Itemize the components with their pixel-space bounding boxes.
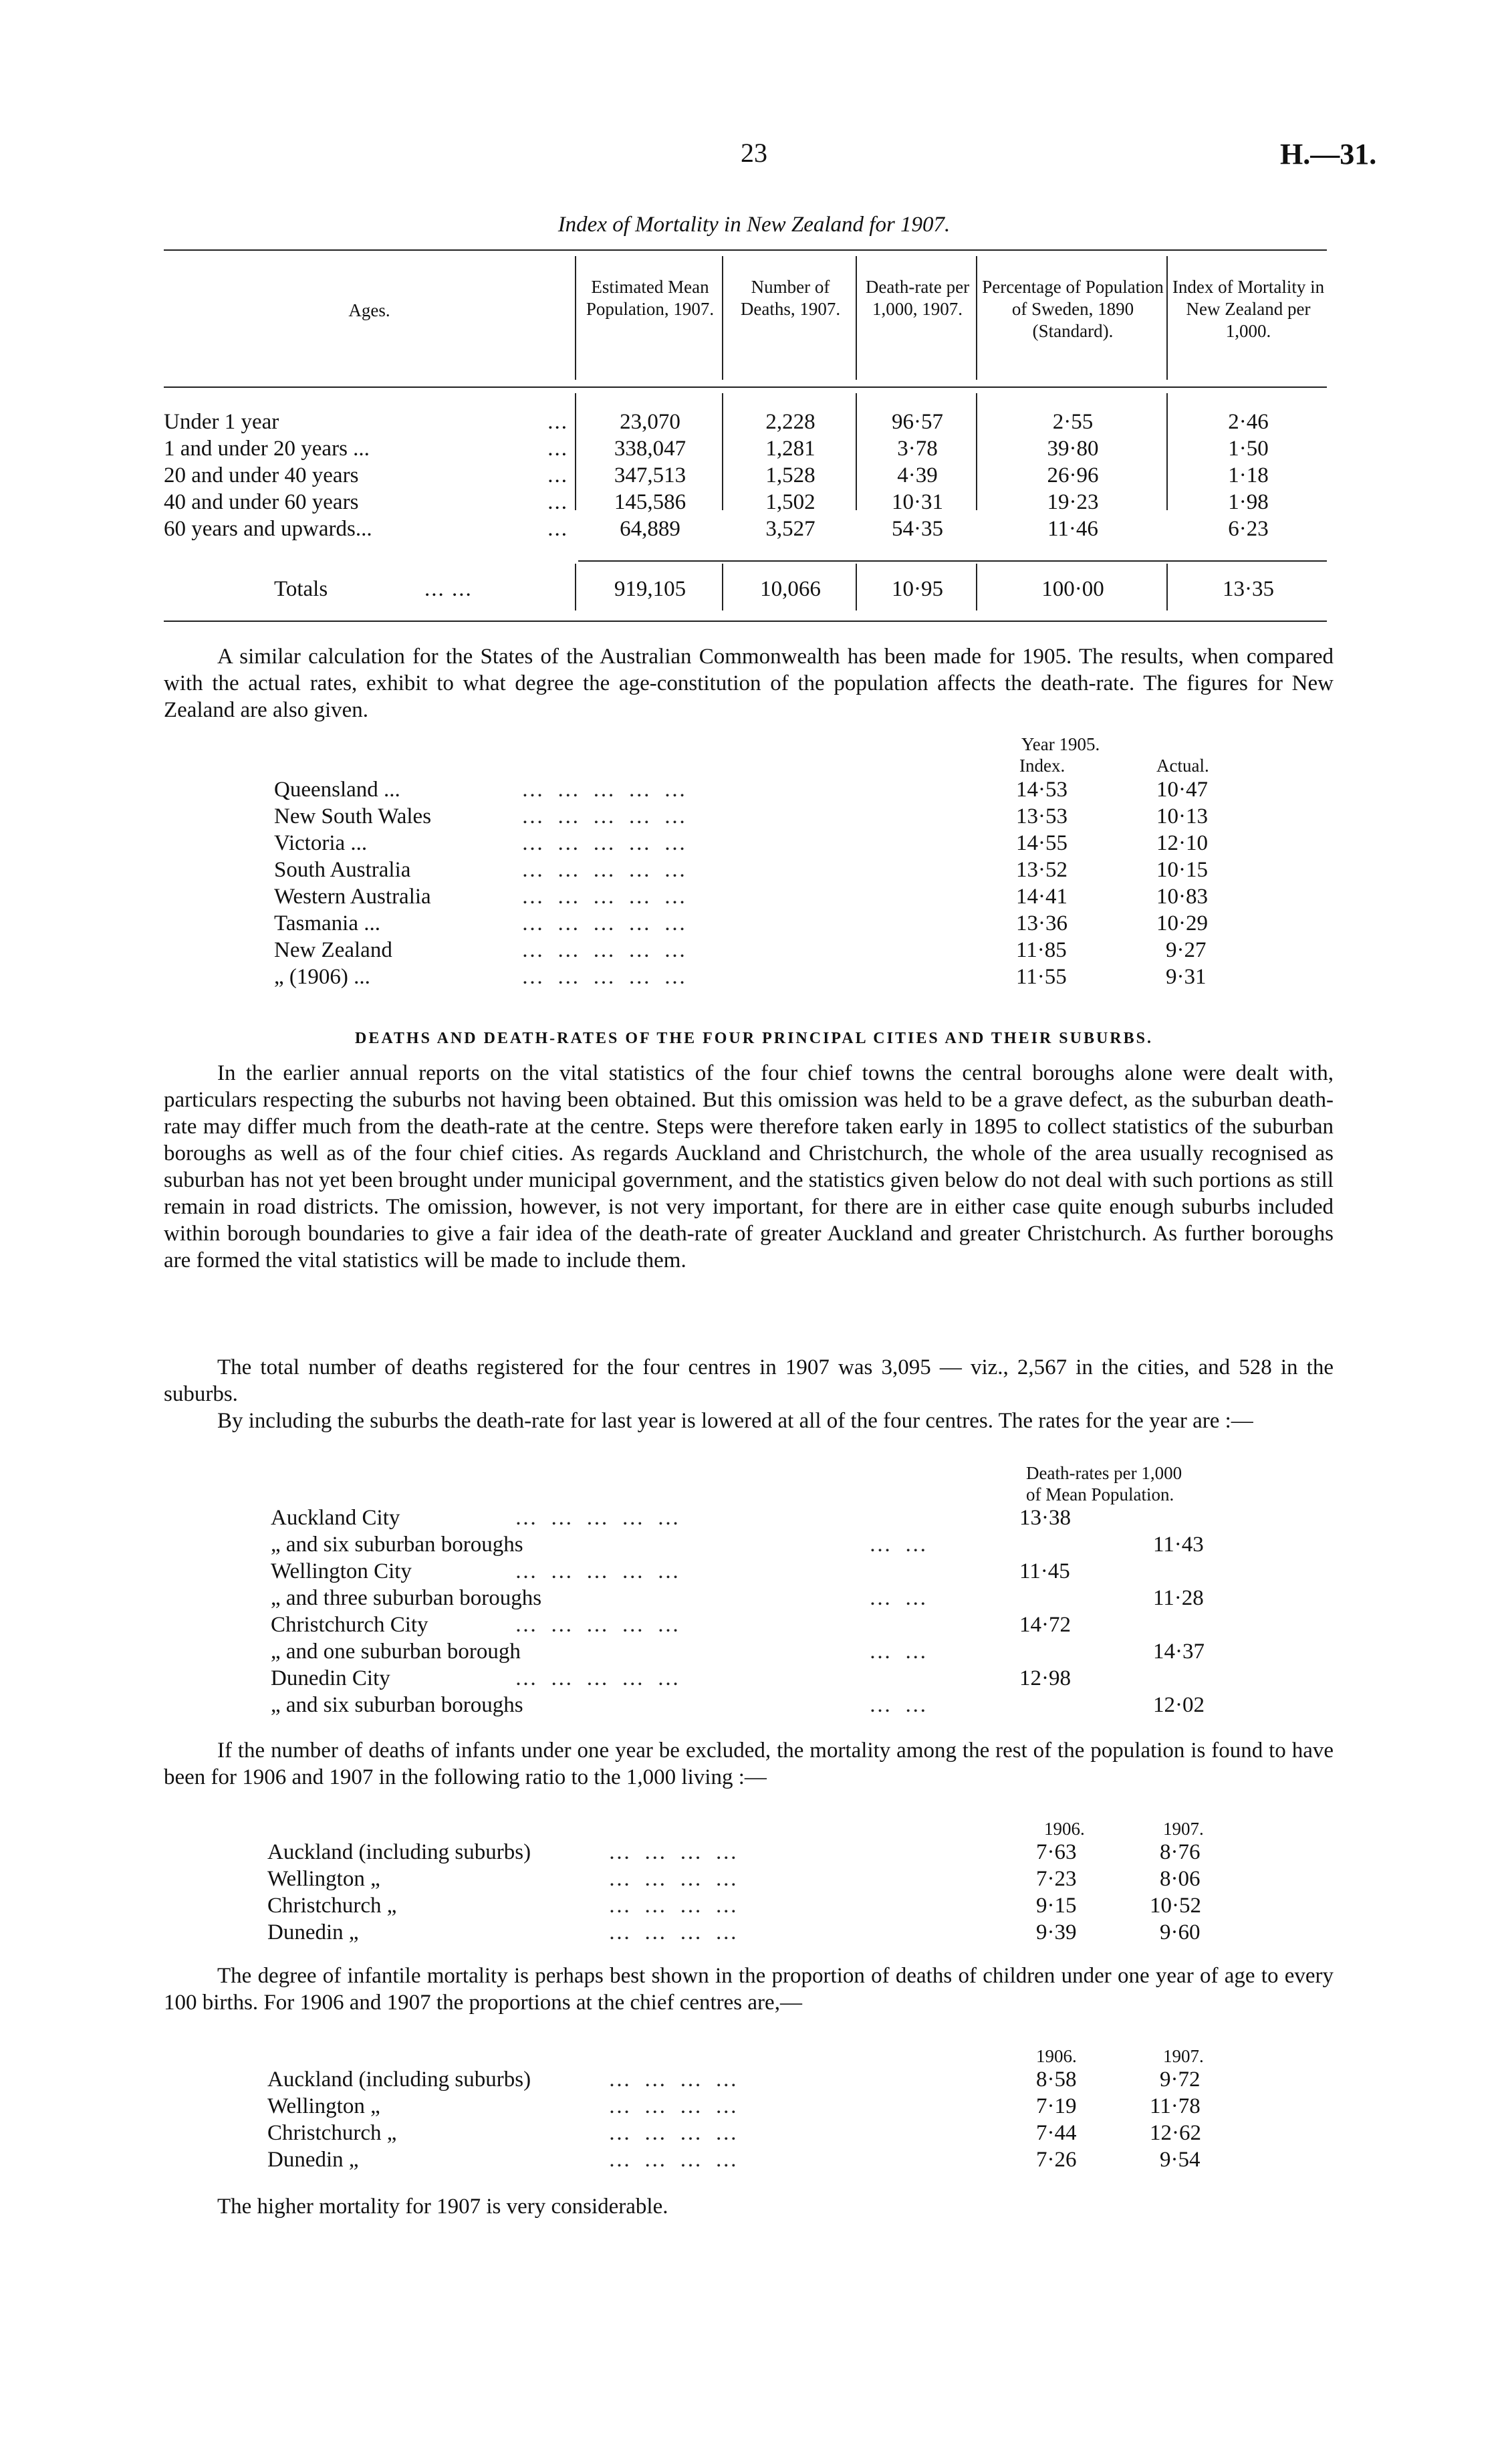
- rate-cell: 10·31: [892, 490, 943, 514]
- city-label: „ and six suburban boroughs: [271, 1533, 523, 1557]
- total-index: 13·35: [1223, 577, 1274, 601]
- city-rate: 13·38: [1019, 1506, 1071, 1530]
- leader-dots: ...: [547, 437, 568, 461]
- deaths-cell: 1,502: [765, 490, 815, 514]
- paragraph-australian-comparison: A similar calculation for the States of the Australian Commonwealth has been made for 1905. The results, when compared with the actual rates, exhibit to what degree the age-constitution of the population affects the death-rate. The figures for New Zealand are also given.: [164, 645, 1334, 722]
- pct-cell: 19·23: [1047, 490, 1099, 514]
- col-header-deaths: Number of Deaths, 1907.: [740, 277, 841, 319]
- city-with-suburbs-rate: 14·37: [1153, 1640, 1205, 1664]
- city-label: „ and three suburban boroughs: [271, 1586, 542, 1610]
- deaths-cell: 1,528: [765, 463, 815, 487]
- city-rate: 12·98: [1019, 1666, 1071, 1690]
- actual-value: 10·83: [1156, 885, 1208, 909]
- value-1907: 9·54: [1160, 2148, 1201, 2172]
- state-name: Victoria ...: [274, 831, 368, 855]
- totals-label: Totals: [274, 577, 328, 601]
- city-label: Dunedin City: [271, 1666, 390, 1690]
- value-1907: 9·60: [1160, 1920, 1201, 1944]
- population-cell: 338,047: [614, 437, 686, 461]
- table-row: [274, 858, 410, 885]
- population-cell: 64,889: [620, 517, 680, 541]
- table-row: [274, 885, 431, 911]
- cities-header-line2: of Mean Population.: [1026, 1484, 1174, 1504]
- centre-name: Dunedin „: [267, 1920, 359, 1944]
- value-1906: 7·44: [1036, 2121, 1077, 2145]
- index-cell: 2·46: [1228, 410, 1269, 434]
- index-value: 14·55: [1016, 831, 1067, 855]
- col-header-ages: Ages.: [348, 300, 390, 320]
- index-cell: 1·18: [1228, 463, 1269, 487]
- rate-cell: 96·57: [892, 410, 943, 434]
- paragraph-excluding-infants: If the number of deaths of infants under one year be excluded, the mortality among the rest of the population is found to have been for 1906 and 1907 in the following ratio to the 1,000 living :—: [164, 1739, 1334, 1789]
- population-cell: 145,586: [614, 490, 686, 514]
- city-label: Auckland City: [271, 1506, 400, 1530]
- paragraph-total-deaths: The total number of deaths registered for the four centres in 1907 was 3,095 — viz., 2,567 in the cities, and 528 in the suburbs.: [164, 1355, 1334, 1406]
- value-1906: 7·23: [1036, 1867, 1077, 1891]
- city-label: „ and six suburban boroughs: [271, 1693, 523, 1717]
- state-name: South Australia: [274, 858, 411, 882]
- leader-dots: ... ...: [424, 577, 473, 601]
- value-1906: 9·15: [1036, 1894, 1077, 1918]
- index-value: 11·85: [1016, 938, 1067, 962]
- actual-value: 12·10: [1156, 831, 1208, 855]
- table-row: [274, 804, 431, 831]
- table-row: [274, 965, 370, 992]
- city-with-suburbs-rate: 12·02: [1153, 1693, 1205, 1717]
- index-value: 11·55: [1016, 965, 1067, 989]
- state-name: Queensland ...: [274, 778, 400, 802]
- age-label: 1 and under 20 years ...: [164, 437, 370, 461]
- pct-cell: 39·80: [1047, 437, 1099, 461]
- col-header-population: Estimated Mean Population, 1907.: [586, 277, 715, 319]
- value-1906: 9·39: [1036, 1920, 1077, 1944]
- actual-value: 10·47: [1156, 778, 1208, 802]
- col-header-index: Index.: [1019, 756, 1065, 776]
- age-label: 60 years and upwards...: [164, 517, 372, 541]
- index-value: 13·53: [1016, 804, 1067, 828]
- deaths-cell: 2,228: [765, 410, 815, 434]
- age-label: 20 and under 40 years: [164, 463, 359, 487]
- actual-value: 10·13: [1156, 804, 1208, 828]
- pct-cell: 11·46: [1047, 517, 1098, 541]
- city-with-suburbs-rate: 11·43: [1153, 1533, 1204, 1557]
- centre-name: Dunedin „: [267, 2148, 359, 2172]
- state-name: „ (1906) ...: [274, 965, 370, 989]
- col-header-sweden-pct: Percentage of Population of Sweden, 1890 (Standard).: [982, 277, 1164, 341]
- paragraph-infantile-mortality: The degree of infantile mortality is perhaps best shown in the proportion of deaths of children under one year of age to every 100 births. For 1906 and 1907 the proportions at the chief centres are,—: [164, 1964, 1334, 2015]
- population-cell: 347,513: [614, 463, 686, 487]
- index-value: 13·52: [1016, 858, 1067, 882]
- leader-dots: ...: [547, 490, 568, 514]
- state-name: Tasmania ...: [274, 911, 380, 935]
- rate-cell: 4·39: [897, 463, 938, 487]
- city-label: „ and one suburban borough: [271, 1640, 521, 1664]
- index-value: 13·36: [1016, 911, 1067, 935]
- page-number: 23: [741, 138, 767, 168]
- centre-name: Auckland (including suburbs): [267, 1840, 531, 1864]
- state-name: Western Australia: [274, 885, 431, 909]
- index-value: 14·41: [1016, 885, 1067, 909]
- index-cell: 1·98: [1228, 490, 1269, 514]
- city-rate: 11·45: [1019, 1559, 1070, 1583]
- paragraph-conclusion: The higher mortality for 1907 is very considerable.: [217, 2195, 668, 2219]
- document-reference: H.—31.: [1280, 138, 1377, 171]
- value-1907: 10·52: [1150, 1894, 1201, 1918]
- pct-cell: 2·55: [1052, 410, 1094, 434]
- table-row: [164, 490, 1327, 518]
- year-header: Year 1905.: [1021, 734, 1100, 754]
- deaths-cell: 1,281: [765, 437, 815, 461]
- actual-value: 9·31: [1166, 965, 1207, 989]
- totals-row: [164, 577, 1327, 604]
- actual-value: 10·15: [1156, 858, 1208, 882]
- col-header-death-rate: Death-rate per 1,000, 1907.: [865, 277, 970, 319]
- actual-value: 9·27: [1166, 938, 1207, 962]
- value-1907: 12·62: [1150, 2121, 1201, 2145]
- deaths-cell: 3,527: [765, 517, 815, 541]
- value-1906: 7·63: [1036, 1840, 1077, 1864]
- total-deaths: 10,066: [760, 577, 821, 601]
- table-row: [274, 938, 392, 965]
- table-row: [164, 437, 1327, 464]
- col-header-index: Index of Mortality in New Zealand per 1,000.: [1172, 277, 1325, 341]
- index-cell: 6·23: [1228, 517, 1269, 541]
- state-name: New South Wales: [274, 804, 432, 828]
- value-1907: 11·78: [1150, 2094, 1201, 2118]
- value-1906: 7·26: [1036, 2148, 1077, 2172]
- centre-name: Wellington „: [267, 1867, 380, 1891]
- table-row: [164, 463, 1327, 491]
- value-1907: 9·72: [1160, 2067, 1201, 2092]
- table-row: [164, 410, 1327, 437]
- age-label: Under 1 year: [164, 410, 279, 434]
- table-row: [164, 517, 1327, 544]
- index-cell: 1·50: [1228, 437, 1269, 461]
- total-population: 919,105: [614, 577, 686, 601]
- section-heading: DEATHS AND DEATH-RATES OF THE FOUR PRINCIPAL CITIES AND THEIR SUBURBS.: [355, 1030, 1153, 1047]
- leader-dots: ...: [547, 463, 568, 487]
- total-pct: 100·00: [1041, 577, 1104, 601]
- paragraph-suburbs: In the earlier annual reports on the vital statistics of the four chief towns the central boroughs alone were dealt with, particulars respecting the suburbs not having been obtained. But this omission was held to be a grave defect, as the suburban death-rate may differ much from the death-rate at the centre. Steps were therefore taken early in 1895 to collect statistics of the suburban boroughs as well as of the four chief cities. As regards Auckland and Christchurch, the whole of the area usually recognised as suburban has not yet been brought under municipal government, and the statistics given below do not deal with such portions as still remain in road districts. The omission, however, is not very important, for there are in either case quite enough suburbs included within borough boundaries to give a fair idea of the death-rate of greater Auckland and greater Christchurch. As further boroughs are formed the vital statistics will be made to include them.: [164, 1061, 1334, 1272]
- leader-dots: ...: [547, 410, 568, 434]
- index-value: 14·53: [1016, 778, 1067, 802]
- city-rate: 14·72: [1019, 1613, 1071, 1637]
- cities-header-line1: Death-rates per 1,000: [1026, 1463, 1182, 1483]
- city-label: Wellington City: [271, 1559, 412, 1583]
- centre-name: Christchurch „: [267, 2121, 397, 2145]
- col-header-actual: Actual.: [1156, 756, 1209, 776]
- col-header-1907: 1907.: [1163, 2046, 1204, 2066]
- centre-name: Auckland (including suburbs): [267, 2067, 531, 2092]
- col-header-1906: 1906.: [1044, 1819, 1085, 1839]
- value-1907: 8·76: [1160, 1840, 1201, 1864]
- state-name: New Zealand: [274, 938, 392, 962]
- paragraph-rates-intro: By including the suburbs the death-rate for last year is lowered at all of the four centres. The rates for the year are :—: [217, 1409, 1253, 1433]
- rate-cell: 3·78: [897, 437, 938, 461]
- centre-name: Wellington „: [267, 2094, 380, 2118]
- table-title: Index of Mortality in New Zealand for 1907.: [557, 213, 951, 237]
- leader-dots: ...: [547, 517, 568, 541]
- total-rate: 10·95: [892, 577, 943, 601]
- value-1906: 7·19: [1036, 2094, 1077, 2118]
- actual-value: 10·29: [1156, 911, 1208, 935]
- pct-cell: 26·96: [1047, 463, 1099, 487]
- city-with-suburbs-rate: 11·28: [1153, 1586, 1204, 1610]
- table-row: [274, 831, 367, 858]
- city-label: Christchurch City: [271, 1613, 428, 1637]
- col-header-1907: 1907.: [1163, 1819, 1204, 1839]
- rate-cell: 54·35: [892, 517, 943, 541]
- age-label: 40 and under 60 years: [164, 490, 359, 514]
- table-row: [274, 778, 400, 804]
- col-header-1906: 1906.: [1036, 2046, 1077, 2066]
- value-1907: 8·06: [1160, 1867, 1201, 1891]
- population-cell: 23,070: [620, 410, 680, 434]
- centre-name: Christchurch „: [267, 1894, 397, 1918]
- table-row: [274, 911, 380, 938]
- value-1906: 8·58: [1036, 2067, 1077, 2092]
